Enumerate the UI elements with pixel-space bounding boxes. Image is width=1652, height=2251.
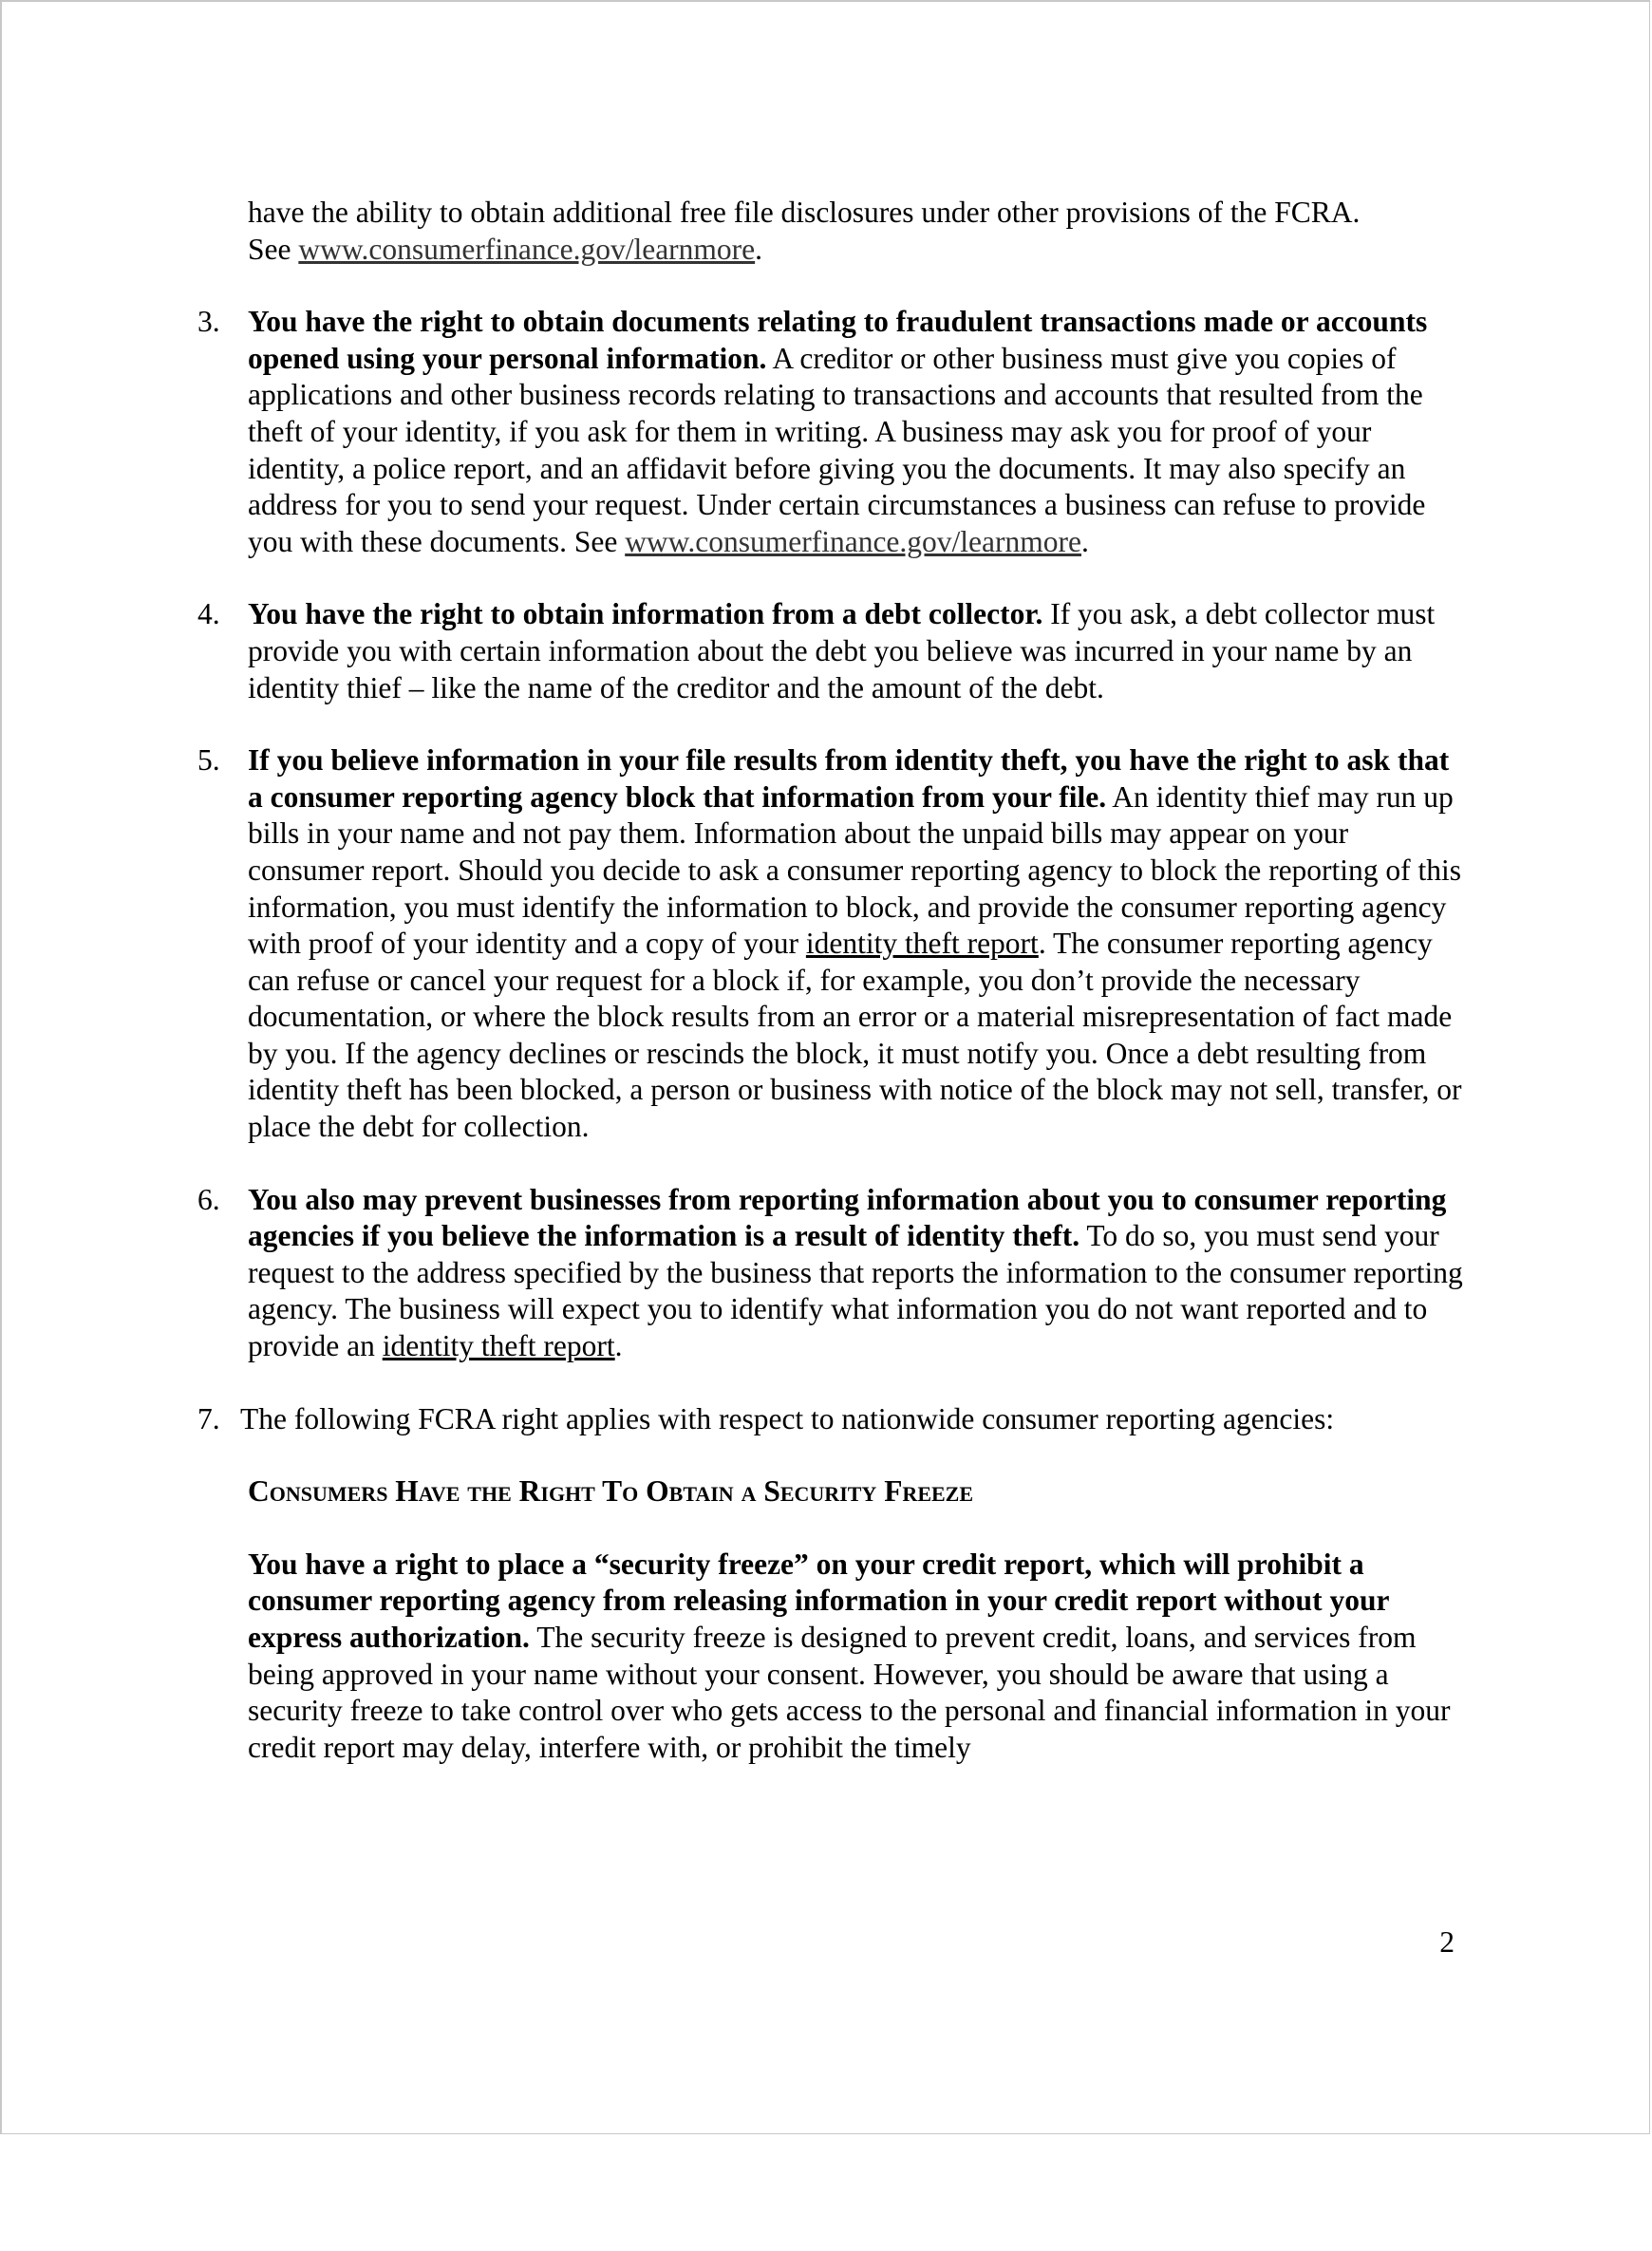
list-item-3 (197, 304, 1470, 560)
item-number: 7. (197, 1401, 220, 1435)
item-7-text: The following FCRA right applies with respect to nationwide consumer reporting agencies: (240, 1401, 1335, 1435)
learnmore-link-1[interactable]: www.consumerfinance.gov/learnmore (298, 232, 756, 266)
intro-see: See (248, 232, 299, 266)
freeze-bold-text: You have a right to place a “security freeze” on your credit report, which will prohibit a consumer reporting agency from releasing information in your credit report without your express authorization. (248, 1547, 1389, 1654)
item-number: 6. (197, 1182, 220, 1216)
identity-theft-report-link-2[interactable]: identity theft report (382, 1329, 615, 1363)
page-content (197, 195, 1470, 1766)
identity-theft-report-link-1[interactable]: identity theft report (805, 927, 1039, 961)
item-number: 3. (197, 305, 220, 339)
item-6-heading: You also may prevent businesses from reporting information about you to consumer reporting agencies if you believe the information is a result of identity theft. (248, 1182, 1447, 1253)
item-6-text: To do so, you must send your request to the address specified by the business that reports the information to the consumer reporting agency. The business will expect you to identify what information you do not want reported and to provide an (248, 1219, 1463, 1363)
item-3-heading: You have the right to obtain documents relating to fraudulent transactions made or accounts opened using your personal information. (248, 305, 1428, 375)
list-item-6 (197, 1182, 1470, 1365)
item-5-text: An identity thief may run up bills in your name and not pay them. Information about the unpaid bills may appear on your consumer report. Should you decide to ask a consumer reporting agency to block the reporting of this information, you must identify the information to block, and provide the consumer reporting agency with proof of your identity and a copy of your (248, 779, 1462, 961)
item-3-text: A creditor or other business must give you copies of applications and other business records relating to transactions and accounts that resulted from the theft of your identity, if you ask for them in writing. A business may ask you for proof of your identity, a police report, and an affidavit before giving you the documents. It may also specify an address for you to send your request. Under certain circumstances a business can refuse to provide you with these documents. See (248, 341, 1426, 558)
list-item-5 (197, 742, 1470, 1146)
security-freeze-paragraph (197, 1547, 1470, 1767)
item-4-heading: You have the right to obtain information from a debt collector. (248, 597, 1043, 631)
learnmore-link-2[interactable]: www.consumerfinance.gov/learnmore (625, 524, 1081, 558)
list-item-7 (197, 1401, 1470, 1438)
item-4-text: If you ask, a debt collector must provide you with certain information about the debt you believe was incurred in your name by an identity thief – like the name of the creditor and the amount of the debt. (248, 597, 1436, 704)
item-6-end: . (614, 1329, 623, 1363)
list-item-4 (197, 596, 1470, 706)
intro-paragraph (197, 195, 1470, 268)
item-number: 5. (197, 743, 220, 778)
item-5-heading: If you believe information in your file results from identity theft, you have the right to ask that a consumer reporting agency block that information from your file. (248, 743, 1450, 814)
item-number: 4. (197, 597, 220, 631)
security-freeze-heading: Consumers Have the Right To Obtain a Security Freeze (248, 1474, 974, 1509)
item-5-text-2: . The consumer reporting agency can refuse or cancel your request for a block if, for example, you don’t provide the necessary documentation, or where the block results from an error or a material misrepresentation of fact made by you. If the agency declines or rescinds the block, it must notify you. Once a debt resulting from identity theft has been blocked, a person or business with notice of the block may not sell, transfer, or place the debt for collection. (248, 927, 1462, 1144)
page-number: 2 (1439, 1925, 1455, 1959)
intro-text: have the ability to obtain additional free file disclosures under other provisions of the FCRA. (248, 196, 1361, 229)
freeze-text: The security freeze is designed to prevent credit, loans, and services from being approved in your name without your consent. However, you should be aware that using a security freeze to take control over who gets access to the personal and financial information in your credit report may delay, interfere with, or prohibit the timely (248, 1621, 1451, 1764)
item-3-end: . (1080, 524, 1089, 558)
intro-end: . (755, 232, 763, 266)
